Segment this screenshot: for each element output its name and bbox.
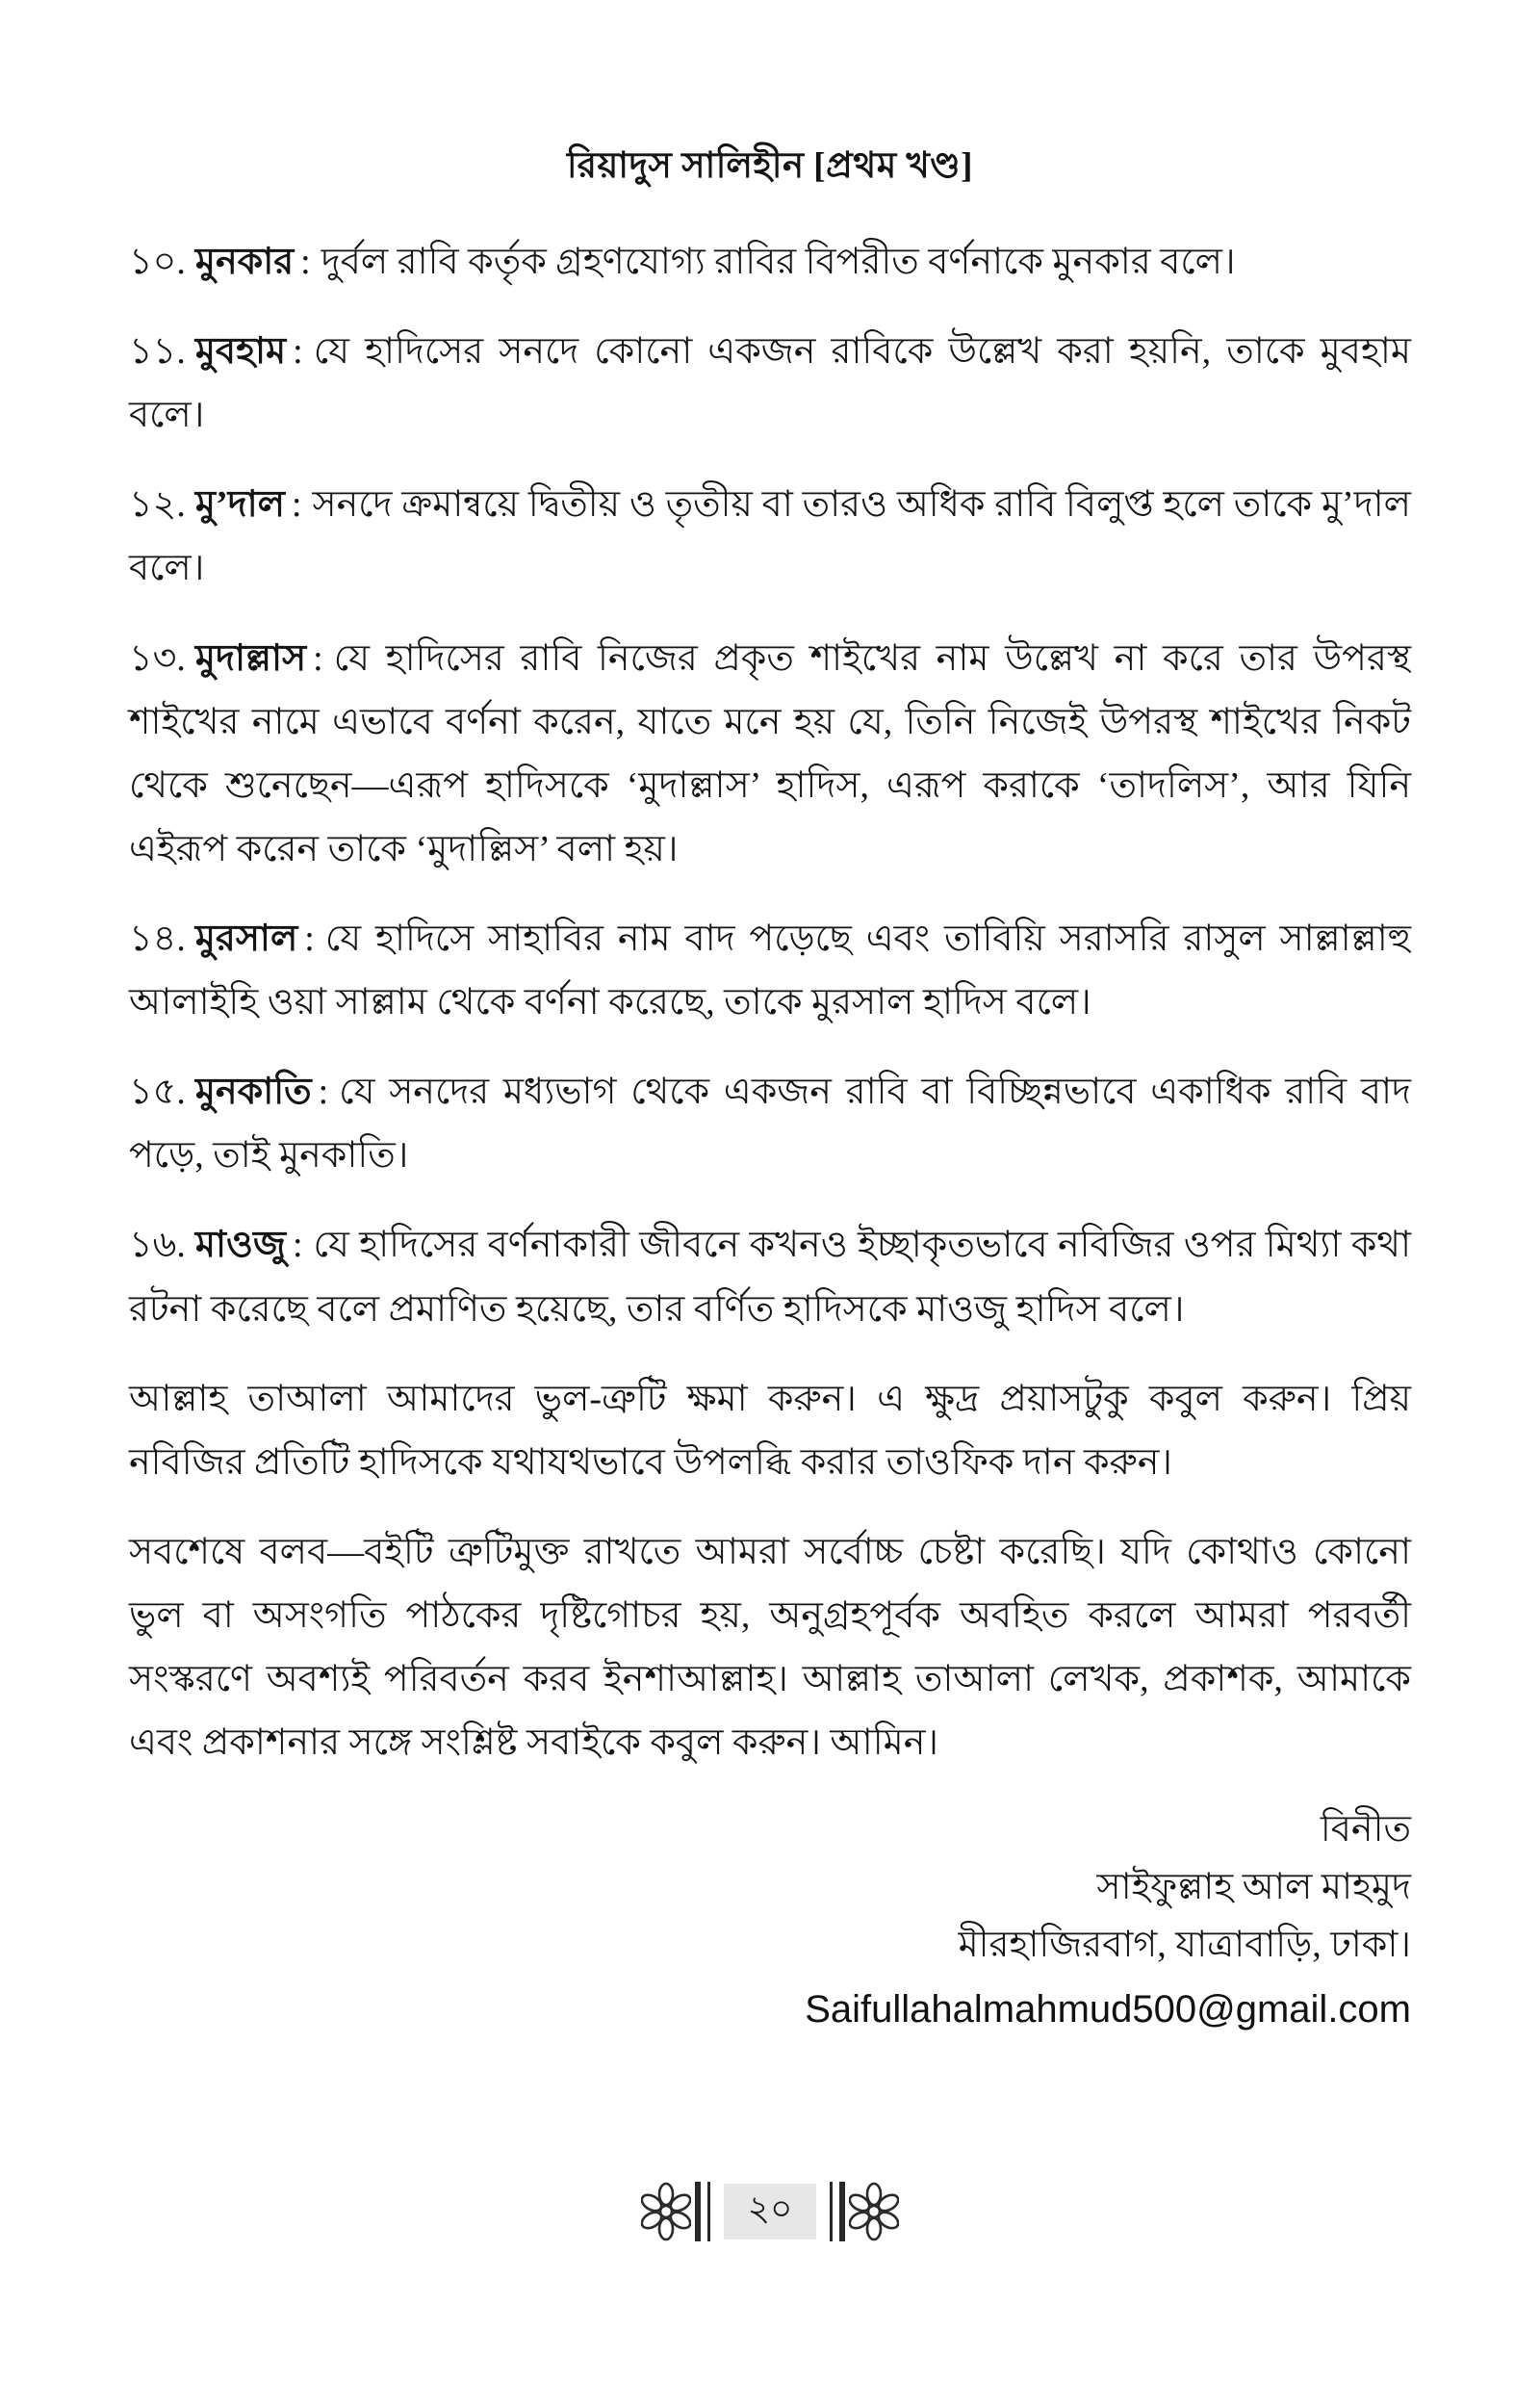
definition-text: যে হাদিসে সাহাবির নাম বাদ পড়েছে এবং তাবিয়ি সরাসরি রাসুল সাল্লাল্লাহু আলাইহি ওয়া সাল্লাম থেকে বর্ণনা করেছে, তাকে মুরসাল হাদিস বলে। <box>129 918 1411 1023</box>
definition-number: ১৩. <box>129 637 186 679</box>
page-footer <box>0 2182 1540 2241</box>
definition-number: ১০. <box>129 242 186 282</box>
definition-term: মু’দাল <box>194 484 285 526</box>
definition-number: ১৫. <box>129 1072 186 1113</box>
definition-text: যে হাদিসের বর্ণনাকারী জীবনে কখনও ইচ্ছাকৃতভাবে নবিজির ওপর মিথ্যা কথা রটনা করেছে বলে প্রমাণিত হয়েছে, তার বর্ণিত হাদিসকে মাওজু হাদিস বলে। <box>129 1225 1411 1330</box>
definition-item <box>129 230 1411 294</box>
definition-number: ১৬. <box>129 1225 186 1266</box>
flower-icon <box>641 2182 691 2241</box>
definition-item <box>129 320 1411 447</box>
signature-block <box>129 1800 1411 2040</box>
definition-text: যে হাদিসের রাবি নিজের প্রকৃত শাইখের নাম উল্লেখ না করে তার উপরস্থ শাইখের নামে এভাবে বর্ণনা করেন, যাতে মনে হয় যে, তিনি নিজেই উপরস্থ শাইখের নিকট থেকে শুনেছেন—এরূপ হাদিসকে ‘মুদাল্লাস’ হাদিস, এরূপ করাকে ‘তাদলিস’, আর যিনি এইরূপ করেন তাকে ‘মুদাল্লিস’ বলা হয়। <box>129 637 1411 869</box>
definition-text: দুর্বল রাবি কর্তৃক গ্রহণযোগ্য রাবির বিপরীত বর্ণনাকে মুনকার বলে। <box>321 242 1236 282</box>
definition-text: যে সনদের মধ্যভাগ থেকে একজন রাবি বা বিচ্ছিন্নভাবে একাধিক রাবি বাদ পড়ে, তাই মুনকাতি। <box>129 1072 1411 1177</box>
page-content <box>0 197 1540 2041</box>
closing-paragraph: আল্লাহ তাআলা আমাদের ভুল-ত্রুটি ক্ষমা করুন। এ ক্ষুদ্র প্রয়াসটুকু কবুল করুন। প্রিয় নবিজির প্রতিটি হাদিসকে যথাযথভাবে উপলব্ধি করার তাওফিক দান করুন। <box>129 1378 1411 1483</box>
signature-email[interactable]: Saifullahalmahmud500@gmail.com <box>805 1988 1411 2032</box>
definition-term: মাওজু <box>194 1225 286 1266</box>
definition-term: মুবহাম <box>194 331 287 373</box>
definition-number: ১১. <box>129 331 186 373</box>
flower-icon <box>849 2182 899 2241</box>
term-separator: : <box>291 484 302 526</box>
page-header <box>0 0 1540 197</box>
definition-text: সনদে ক্রমান্বয়ে দ্বিতীয় ও তৃতীয় বা তারও অধিক রাবি বিলুপ্ত হলে তাকে মু’দাল বলে। <box>129 484 1411 589</box>
definition-term: মুনকাতি <box>194 1072 312 1113</box>
term-separator: : <box>304 918 315 959</box>
floral-ornament-right <box>826 2182 899 2241</box>
definition-item <box>129 473 1411 600</box>
definition-text: যে হাদিসের সনদে কোনো একজন রাবিকে উল্লেখ করা হয়নি, তাকে মুবহাম বলে। <box>129 331 1411 436</box>
signature-address: মীরহাজিরবাগ, যাত্রাবাড়ি, ঢাকা। <box>958 1925 1411 1966</box>
definition-term: মুনকার <box>194 242 295 282</box>
signature-salutation: বিনীত <box>1320 1809 1411 1850</box>
definition-item <box>129 907 1411 1034</box>
definition-term: মুদাল্লাস <box>194 637 307 679</box>
definition-item <box>129 1060 1411 1187</box>
definition-term: মুরসাল <box>194 918 298 959</box>
ornament-bars <box>695 2182 710 2241</box>
definition-item <box>129 1213 1411 1340</box>
term-separator: : <box>293 331 303 373</box>
definition-number: ১৪. <box>129 918 186 959</box>
term-separator: : <box>318 1072 329 1113</box>
term-separator: : <box>292 1225 303 1266</box>
ornament-bars <box>830 2182 845 2241</box>
floral-ornament-left <box>641 2182 714 2241</box>
definition-number: ১২. <box>129 484 186 526</box>
running-title: রিয়াদুস সালিহীন [প্রথম খণ্ড] <box>567 146 973 186</box>
page-number: ২০ <box>724 2184 816 2239</box>
signature-name: সাইফুল্লাহ আল মাহমুদ <box>1096 1867 1411 1908</box>
term-separator: : <box>313 637 323 679</box>
definition-item <box>129 627 1411 881</box>
term-separator: : <box>300 242 311 282</box>
closing-paragraph: সবশেষে বলব—বইটি ত্রুটিমুক্ত রাখতে আমরা সর্বোচ্চ চেষ্টা করেছি। যদি কোথাও কোনো ভুল বা অসংগতি পাঠকের দৃষ্টিগোচর হয়, অনুগ্রহপূর্বক অবহিত করলে আমরা পরবর্তী সংস্করণে অবশ্যই পরিবর্তন করব ইনশাআল্লাহ। আল্লাহ তাআলা লেখক, প্রকাশক, আমাকে এবং প্রকাশনার সঙ্গে সংশ্লিষ্ট সবাইকে কবুল করুন। আমিন। <box>129 1531 1411 1764</box>
